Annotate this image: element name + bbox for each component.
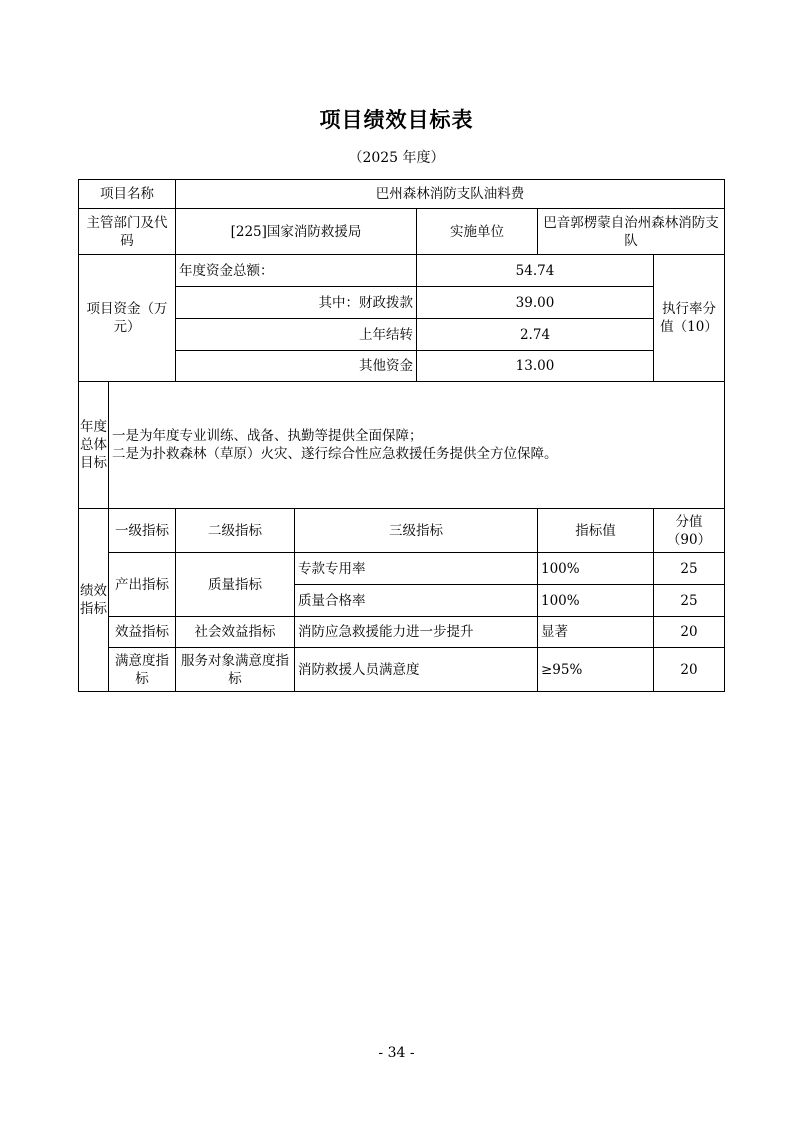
table-row bbox=[79, 553, 725, 585]
funds-label: 项目资金（万元） bbox=[79, 255, 176, 382]
page-number: - 34 - bbox=[378, 1045, 415, 1061]
funds-total-row bbox=[79, 255, 725, 287]
funds-fiscal-row bbox=[79, 287, 725, 319]
department-value: [225]国家消防救援局 bbox=[176, 209, 417, 255]
execution-rate-score-label: 执行率分值（10） bbox=[654, 255, 725, 382]
funds-total-label: 年度资金总额： bbox=[176, 255, 417, 287]
indicator-value: 显著 bbox=[538, 617, 654, 648]
department-row bbox=[79, 209, 725, 255]
benefit-level1: 效益指标 bbox=[109, 617, 176, 648]
indicator-header-row bbox=[79, 509, 725, 553]
indicator-score: 25 bbox=[654, 585, 725, 617]
indicator-level3: 质量合格率 bbox=[295, 585, 538, 617]
annual-goal-row bbox=[79, 382, 725, 509]
benefit-level2: 社会效益指标 bbox=[176, 617, 295, 648]
indicators-label: 绩效指标 bbox=[79, 509, 109, 692]
header-level3: 三级指标 bbox=[295, 509, 538, 553]
annual-goal-line-1: 一是为年度专业训练、战备、执勤等提供全面保障； bbox=[112, 428, 423, 444]
indicator-level3: 消防应急救援能力进一步提升 bbox=[295, 617, 538, 648]
funds-other-value: 13.00 bbox=[417, 351, 654, 382]
department-label: 主管部门及代码 bbox=[79, 209, 176, 255]
implementing-unit-label: 实施单位 bbox=[417, 209, 538, 255]
satisfaction-level2: 服务对象满意度指标 bbox=[176, 648, 295, 692]
funds-fiscal-label: 其中：财政拨款 bbox=[176, 287, 417, 319]
indicator-score: 20 bbox=[654, 617, 725, 648]
funds-other-label: 其他资金 bbox=[176, 351, 417, 382]
indicator-level3: 专款专用率 bbox=[295, 553, 538, 585]
funds-carryover-row bbox=[79, 319, 725, 351]
output-level1: 产出指标 bbox=[109, 553, 176, 617]
implementing-unit-value: 巴音郭楞蒙自治州森林消防支队 bbox=[538, 209, 725, 255]
header-score: 分值（90） bbox=[654, 509, 725, 553]
satisfaction-level1: 满意度指标 bbox=[109, 648, 176, 692]
table-row bbox=[79, 617, 725, 648]
indicator-value: ≥95% bbox=[538, 648, 654, 692]
indicator-level3: 消防救援人员满意度 bbox=[295, 648, 538, 692]
project-name-label: 项目名称 bbox=[79, 180, 176, 209]
header-level1: 一级指标 bbox=[109, 509, 176, 553]
funds-carryover-value: 2.74 bbox=[417, 319, 654, 351]
annual-goal-content bbox=[109, 382, 725, 509]
project-name-row bbox=[79, 180, 725, 209]
funds-other-row bbox=[79, 351, 725, 382]
output-level2: 质量指标 bbox=[176, 553, 295, 617]
funds-carryover-label: 上年结转 bbox=[176, 319, 417, 351]
performance-goal-table bbox=[78, 179, 725, 692]
annual-goal-line-2: 二是为扑救森林（草原）火灾、遂行综合性应急救援任务提供全方位保障。 bbox=[112, 446, 558, 462]
table-row bbox=[79, 648, 725, 692]
funds-total-value: 54.74 bbox=[417, 255, 654, 287]
page-subtitle: （2025 年度） bbox=[348, 150, 445, 166]
indicator-score: 20 bbox=[654, 648, 725, 692]
page-title: 项目绩效目标表 bbox=[319, 107, 474, 132]
indicator-value: 100% bbox=[538, 553, 654, 585]
header-value: 指标值 bbox=[538, 509, 654, 553]
annual-goal-label: 年度总体目标 bbox=[79, 382, 109, 509]
header-level2: 二级指标 bbox=[176, 509, 295, 553]
project-name-value: 巴州森林消防支队油料费 bbox=[176, 180, 725, 209]
funds-fiscal-value: 39.00 bbox=[417, 287, 654, 319]
indicator-value: 100% bbox=[538, 585, 654, 617]
indicator-score: 25 bbox=[654, 553, 725, 585]
